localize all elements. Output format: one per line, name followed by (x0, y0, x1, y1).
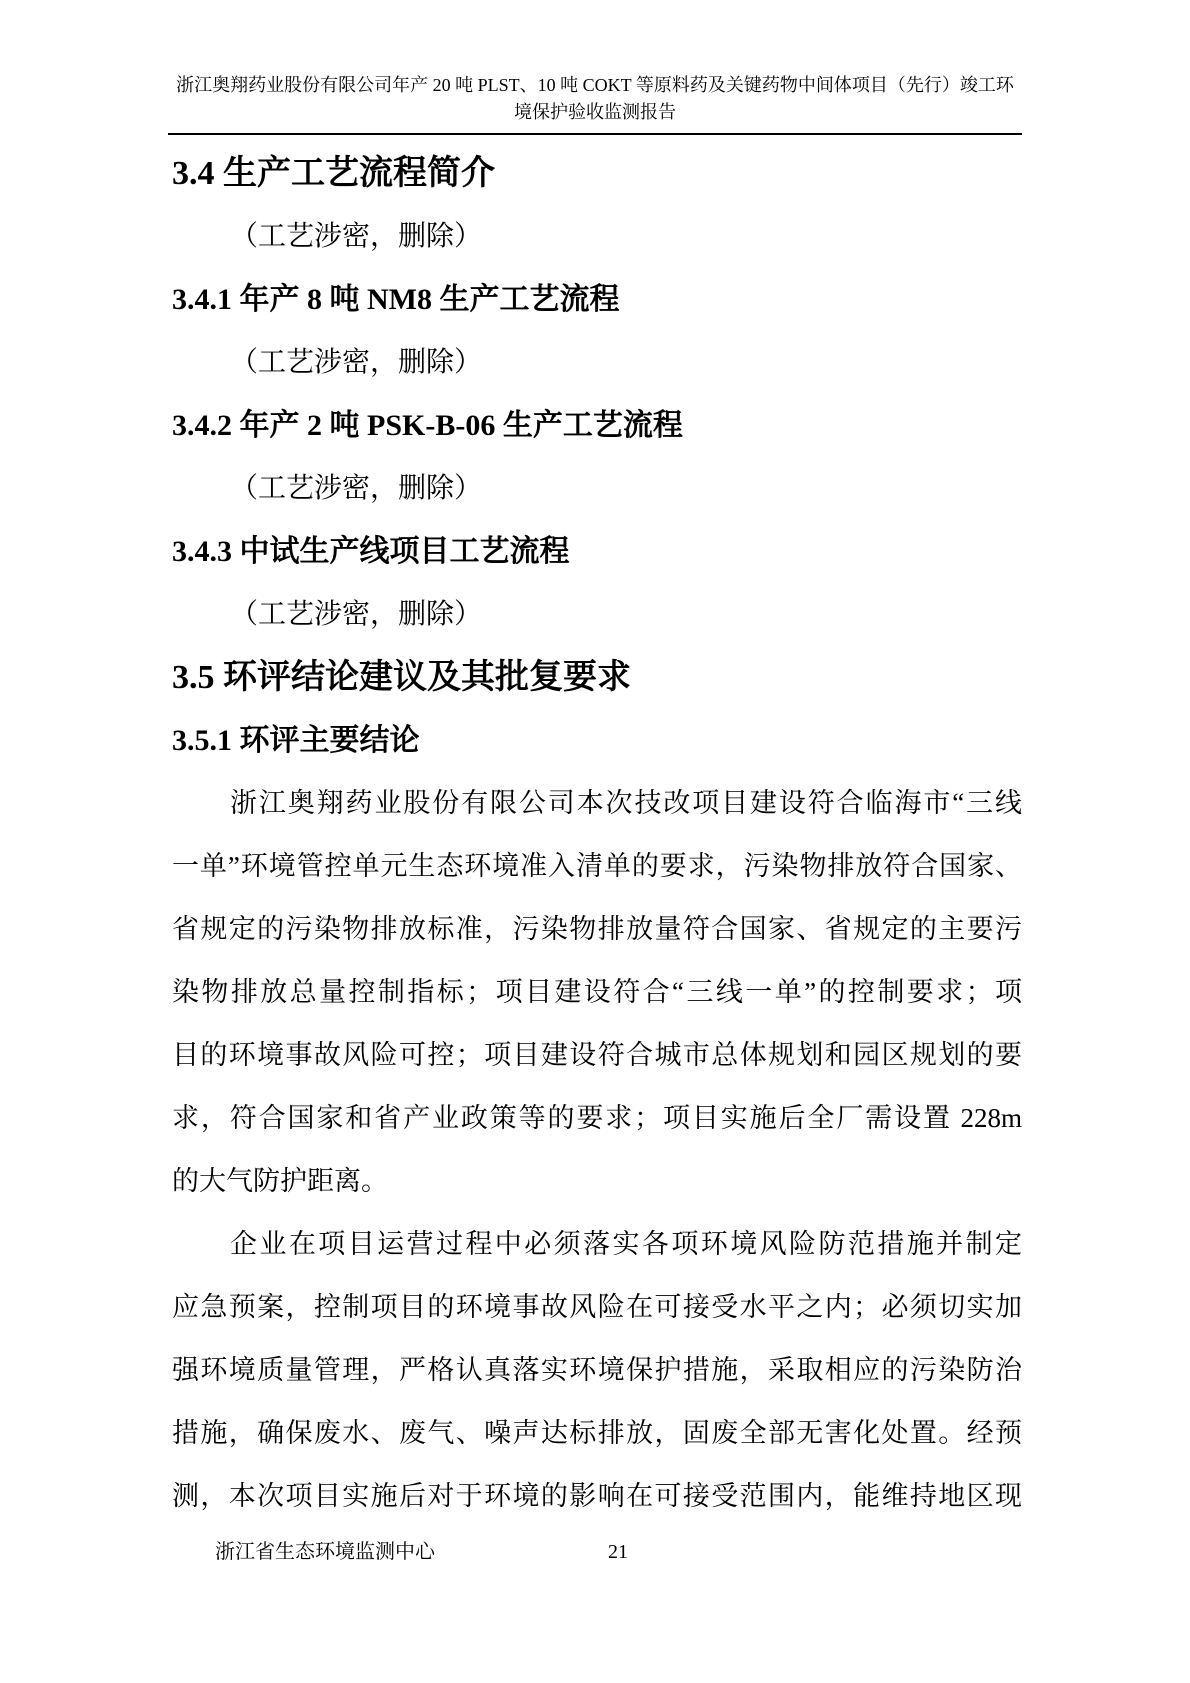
header-title-line1: 浙江奥翔药业股份有限公司年产 20 吨 PLST、10 吨 COKT 等原料药及关键药物中间体项目（先行）竣工环 (176, 75, 1014, 95)
redaction-note-3-4-2: （工艺涉密，删除） (230, 473, 483, 504)
paragraph-eia-conclusion-1 (172, 772, 1022, 1213)
section-heading-3-4-2: 3.4.2 年产 2 吨 PSK-B-06 生产工艺流程 (172, 409, 683, 442)
body-line: 应急预案，控制项目的环境事故风险在可接受水平之内；必须切实加 (172, 1292, 1022, 1322)
body-line: 测，本次项目实施后对于环境的影响在可接受范围内，能维持地区现 (172, 1481, 1022, 1511)
body-line: 求，符合国家和省产业政策等的要求；项目实施后全厂需设置 228m (172, 1103, 1022, 1133)
body-line: 企业在项目运营过程中必须落实各项环境风险防范措施并制定 (230, 1229, 1022, 1259)
footer-page-number: 21 (608, 1541, 628, 1563)
section-heading-3-4-3: 3.4.3 中试生产线项目工艺流程 (172, 535, 570, 568)
redaction-note-3-4-3: （工艺涉密，删除） (230, 599, 483, 630)
section-heading-3-4-1: 3.4.1 年产 8 吨 NM8 生产工艺流程 (172, 283, 620, 316)
page-footer (0, 1538, 1190, 1566)
section-heading-3-5: 3.5 环评结论建议及其批复要求 (172, 659, 631, 696)
page-body (172, 142, 1022, 1528)
paragraph-eia-conclusion-2 (172, 1213, 1022, 1528)
redaction-note-3-4-1: （工艺涉密，删除） (230, 347, 483, 378)
footer-organization: 浙江省生态环境监测中心 (215, 1541, 435, 1563)
body-line: 措施，确保废水、废气、噪声达标排放，固废全部无害化处置。经预 (172, 1418, 1022, 1448)
body-line: 省规定的污染物排放标准，污染物排放量符合国家、省规定的主要污 (172, 914, 1022, 944)
body-line: 目的环境事故风险可控；项目建设符合城市总体规划和园区规划的要 (172, 1040, 1022, 1070)
page-header (168, 72, 1022, 135)
body-line: 一单”环境管控单元生态环境准入清单的要求，污染物排放符合国家、 (172, 851, 1022, 881)
body-line: 强环境质量管理，严格认真落实环境保护措施，采取相应的污染防治 (172, 1355, 1022, 1385)
section-heading-3-5-1: 3.5.1 环评主要结论 (172, 724, 420, 757)
body-line: 的大气防护距离。 (172, 1166, 388, 1196)
header-title-line2: 境保护验收监测报告 (514, 102, 676, 122)
section-heading-3-4: 3.4 生产工艺流程简介 (172, 155, 495, 192)
redaction-note-3-4: （工艺涉密，删除） (230, 221, 483, 252)
body-line: 浙江奥翔药业股份有限公司本次技改项目建设符合临海市“三线 (230, 788, 1022, 818)
body-line: 染物排放总量控制指标；项目建设符合“三线一单”的控制要求；项 (172, 977, 1022, 1007)
